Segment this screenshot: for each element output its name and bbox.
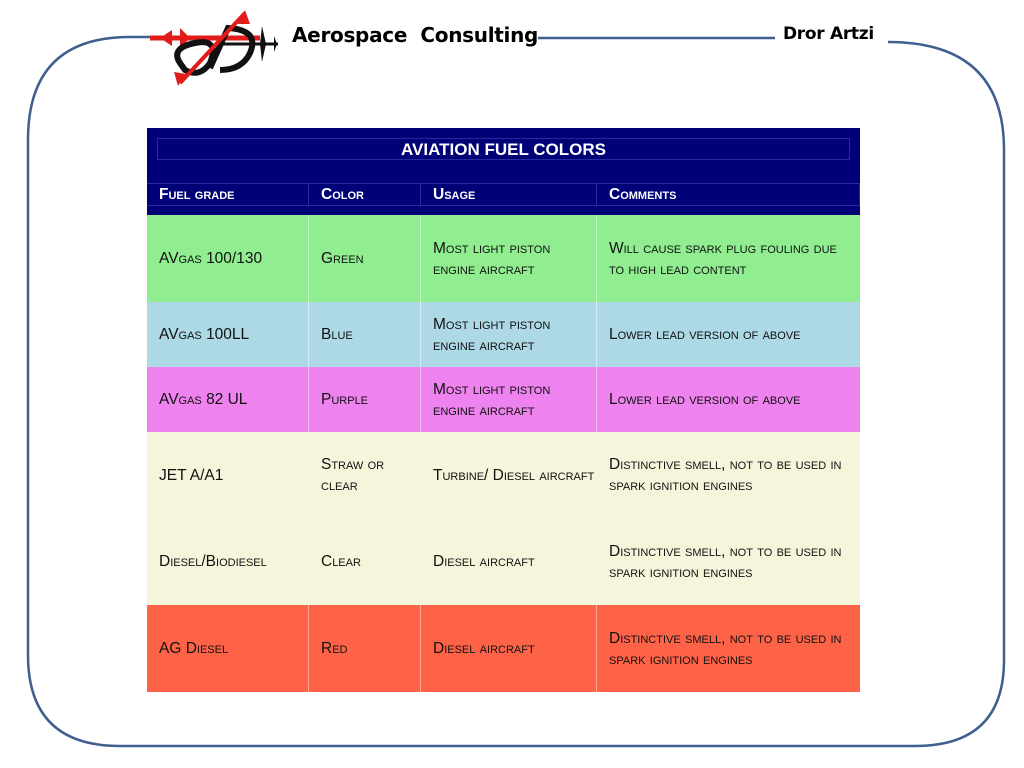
- comments-cell: Distinctive smell, not to be used in spark ignition engines: [609, 456, 842, 494]
- author-name: Dror Artzi: [783, 24, 874, 44]
- comments-cell: Distinctive smell, not to be used in spark ignition engines: [609, 629, 842, 668]
- comments-cell: Will cause spark plug fouling due to high lead content: [609, 239, 837, 278]
- fuel-grade-cell: Diesel/Biodiesel: [159, 553, 267, 570]
- fuel-colors-table: [147, 128, 860, 692]
- table-row: [147, 367, 860, 432]
- fuel-grade-cell: AG Diesel: [147, 605, 309, 692]
- table-row: [147, 432, 860, 518]
- usage-cell: Most light piston engine aircraft: [421, 302, 597, 367]
- table-row: [147, 215, 860, 302]
- table-row: [147, 605, 860, 692]
- usage-cell: Most light piston engine aircraft: [421, 367, 597, 432]
- brand-name: Aerospace Consulting: [292, 23, 539, 47]
- comments-cell: Lower lead version of above: [609, 326, 801, 343]
- fuel-grade-cell: JET A/A1: [159, 466, 224, 484]
- usage-cell: Diesel aircraft: [433, 553, 535, 570]
- table-row: [147, 302, 860, 367]
- color-cell: Purple: [309, 367, 421, 432]
- usage-cell: Turbine/ Diesel aircraft: [433, 466, 595, 484]
- color-cell: Green: [309, 215, 421, 302]
- color-cell: Straw or clear: [321, 456, 385, 494]
- fuel-grade-cell: AVgas 100LL: [147, 302, 309, 367]
- column-header-comments: Comments: [597, 183, 860, 206]
- table-title: AVIATION FUEL COLORS: [147, 128, 860, 170]
- ad-aircraft-logo: [150, 8, 280, 88]
- fuel-grade-cell: AVgas 82 UL: [147, 367, 309, 432]
- table-row: [147, 518, 860, 605]
- table-header-row: [147, 170, 860, 215]
- color-cell: Blue: [309, 302, 421, 367]
- comments-cell: Lower lead version of above: [609, 391, 801, 408]
- usage-cell: Most light piston engine aircraft: [421, 215, 597, 302]
- color-cell: Clear: [321, 553, 361, 570]
- column-header-fuel-grade: Fuel grade: [147, 183, 309, 206]
- comments-cell: Distinctive smell, not to be used in spark ignition engines: [609, 542, 842, 581]
- color-cell: Red: [309, 605, 421, 692]
- column-header-usage: Usage: [421, 183, 597, 206]
- column-header-color: Color: [309, 183, 421, 206]
- fuel-grade-cell: AVgas 100/130: [147, 215, 309, 302]
- usage-cell: Diesel aircraft: [421, 605, 597, 692]
